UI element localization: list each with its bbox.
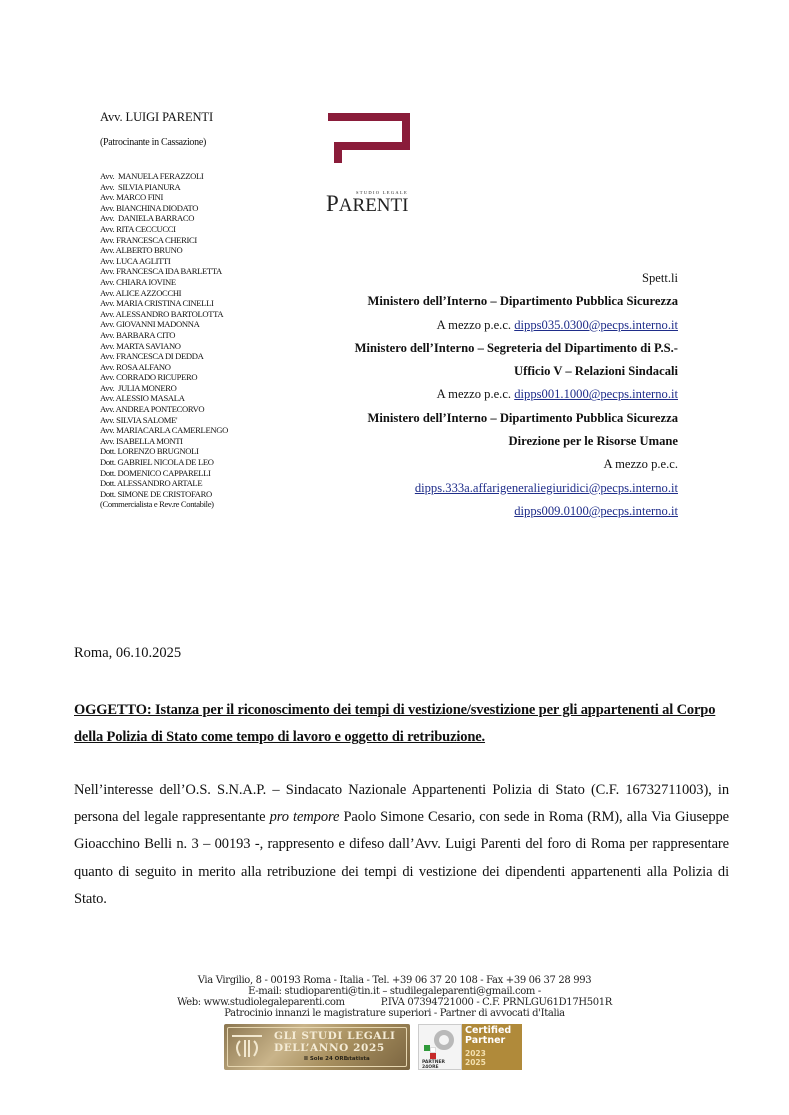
footer-contacts — [0, 975, 789, 1019]
associate-name: Avv. CHIARA IOVINE — [100, 276, 176, 287]
footer-web-fiscal: Web: www.studiolegaleparenti.com P.IVA 07394721000 - C.F. PRNLGU61D17H501R — [177, 997, 612, 1008]
pec-email-link[interactable]: dipps035.0300@pecps.interno.it — [514, 317, 678, 332]
associate-name: Avv. ANDREA PONTECORVO — [100, 404, 205, 415]
footer-email: E-mail: studioparenti@tin.it – studilegaleparenti@gmail.com - — [248, 986, 541, 997]
associate-name: Avv. GIOVANNI MADONNA — [100, 319, 200, 330]
pec-line: A mezzo p.e.c. dipps001.1000@pecps.interno.it — [436, 387, 678, 402]
associate-name: Avv. BARBARA CITO — [100, 329, 176, 340]
associate-name: Avv. FRANCESCA DI DEDDA — [100, 351, 204, 362]
letter-subject: OGGETTO: Istanza per il riconoscimento dei tempi di vestizione/svestizione per gli appartenenti al Corpo della Polizia di Stato come tempo di lavoro e oggetto di retribuzione. — [74, 702, 716, 745]
associate-name: Avv. DANIELA BARRACO — [100, 213, 195, 224]
associate-name: Avv. LUCA AGLITTI — [100, 255, 171, 266]
pec-email-link[interactable]: dipps.333a.affarigeneraliegiuridici@pecps.interno.it — [414, 480, 678, 495]
footer-patronage: Patrocinio innanzi le magistrature superiori - Partner di avvocati d'Italia — [224, 1008, 565, 1019]
associate-name: Dott. SIMONE DE CRISTOFARO — [100, 488, 212, 499]
salutation: Spett.li — [641, 271, 678, 285]
logo-wordmark: PARENTI — [326, 191, 409, 216]
associate-name: Avv. ROSA ALFANO — [100, 361, 171, 372]
associate-name: Avv. ALBERTO BRUNO — [100, 245, 183, 256]
partner-ring-icon — [434, 1030, 454, 1050]
associates-list — [100, 171, 228, 510]
award-badge: GLI STUDI LEGALI DELL’ANNO 2025 Il Sole 24 ORE statista — [224, 1024, 410, 1070]
recipient-line: Ministero dell’Interno – Segreteria del Dipartimento di P.S.- — [354, 340, 678, 355]
associate-name: Avv. SILVIA SALOME' — [100, 414, 178, 425]
associate-name: (Commercialista e Rev.re Contabile) — [100, 499, 214, 510]
p-bracket-logo-icon — [328, 113, 410, 163]
associate-name: Avv. ALESSIO MASALA — [100, 393, 185, 404]
associate-name: Avv. CORRADO RICUPERO — [100, 372, 198, 383]
associate-name: Avv. FRANCESCA CHERICI — [100, 234, 197, 245]
associate-name: Dott. GABRIEL NICOLA DE LEO — [100, 457, 214, 468]
recipients-block — [355, 267, 678, 523]
associate-name: Avv. MARTA SAVIANO — [100, 340, 181, 351]
associate-name: Avv. MARIA CRISTINA CINELLI — [100, 298, 214, 309]
associate-name: Dott. DOMENICO CAPPARELLI — [100, 467, 211, 478]
pec-email-link[interactable]: dipps009.0100@pecps.interno.it — [514, 503, 678, 518]
associate-name: Avv. ISABELLA MONTI — [100, 435, 183, 446]
pec-line: A mezzo p.e.c. dipps035.0300@pecps.interno.it — [436, 317, 678, 332]
pec-label: A mezzo p.e.c. — [603, 457, 678, 472]
recipient-line: Ministero dell’Interno – Dipartimento Pubblica Sicurezza — [367, 294, 678, 309]
associate-name: Avv. RITA CECCUCCI — [100, 223, 176, 234]
principal-lawyer-name: Avv. LUIGI PARENTI — [100, 110, 214, 124]
associate-name: Avv. BIANCHINA DIODATO — [100, 202, 199, 213]
associate-name: Dott. ALESSANDRO ARTALE — [100, 478, 203, 489]
certified-partner-badge: PARTNER 24ORE Certified Partner 2023 2025 — [418, 1024, 522, 1070]
pillar-icon — [232, 1032, 262, 1062]
recipient-line: Ufficio V – Relazioni Sindacali — [514, 364, 678, 379]
logo-tagline: STUDIO LEGALE — [356, 190, 409, 195]
firm-logo — [326, 113, 414, 216]
associate-name: Avv. MARCO FINI — [100, 192, 164, 203]
principal-lawyer-note: (Patrocinante in Cassazione) — [100, 137, 207, 148]
associate-name: Dott. LORENZO BRUGNOLI — [100, 446, 199, 457]
associate-name: Avv. ALESSANDRO BARTOLOTTA — [100, 308, 224, 319]
associate-name: Avv. MANUELA FERAZZOLI — [100, 171, 204, 181]
associate-name: Avv. MARIACARLA CAMERLENGO — [100, 425, 228, 436]
associate-name: Avv. SILVIA PIANURA — [100, 181, 181, 192]
associate-name: Avv. FRANCESCA IDA BARLETTA — [100, 266, 222, 277]
recipient-line: Direzione per le Risorse Umane — [508, 434, 678, 449]
footer-address: Via Virgilio, 8 - 00193 Roma - Italia - Tel. +39 06 37 20 108 - Fax +39 06 37 28 993 — [197, 975, 592, 986]
associate-name: Avv. ALICE AZZOCCHI — [100, 287, 182, 298]
associate-name: Avv. JULIA MONERO — [100, 382, 177, 393]
recipient-line: Ministero dell’Interno – Dipartimento Pubblica Sicurezza — [367, 410, 678, 425]
letter-date: Roma, 06.10.2025 — [74, 645, 182, 661]
letter-paragraph: Nell’interesse dell’O.S. S.N.A.P. – Sindacato Nazionale Appartenenti Polizia di Stato (C.F. 16732711003), in persona del legale rappresentante pro tempore Paolo Simone Cesario, con sede in Roma (RM), alla Via Giuseppe Gioacchino Belli n. 3 – 00193 -, rappresento e difeso dall’Avv. Luigi Parenti del foro di Roma per rappresentare quanto di seguito in merito alla retribuzione dei tempi di vestizione dei dipendenti appartenenti alla Polizia di Stato. — [74, 782, 729, 907]
pec-email-link[interactable]: dipps001.1000@pecps.interno.it — [514, 387, 678, 402]
